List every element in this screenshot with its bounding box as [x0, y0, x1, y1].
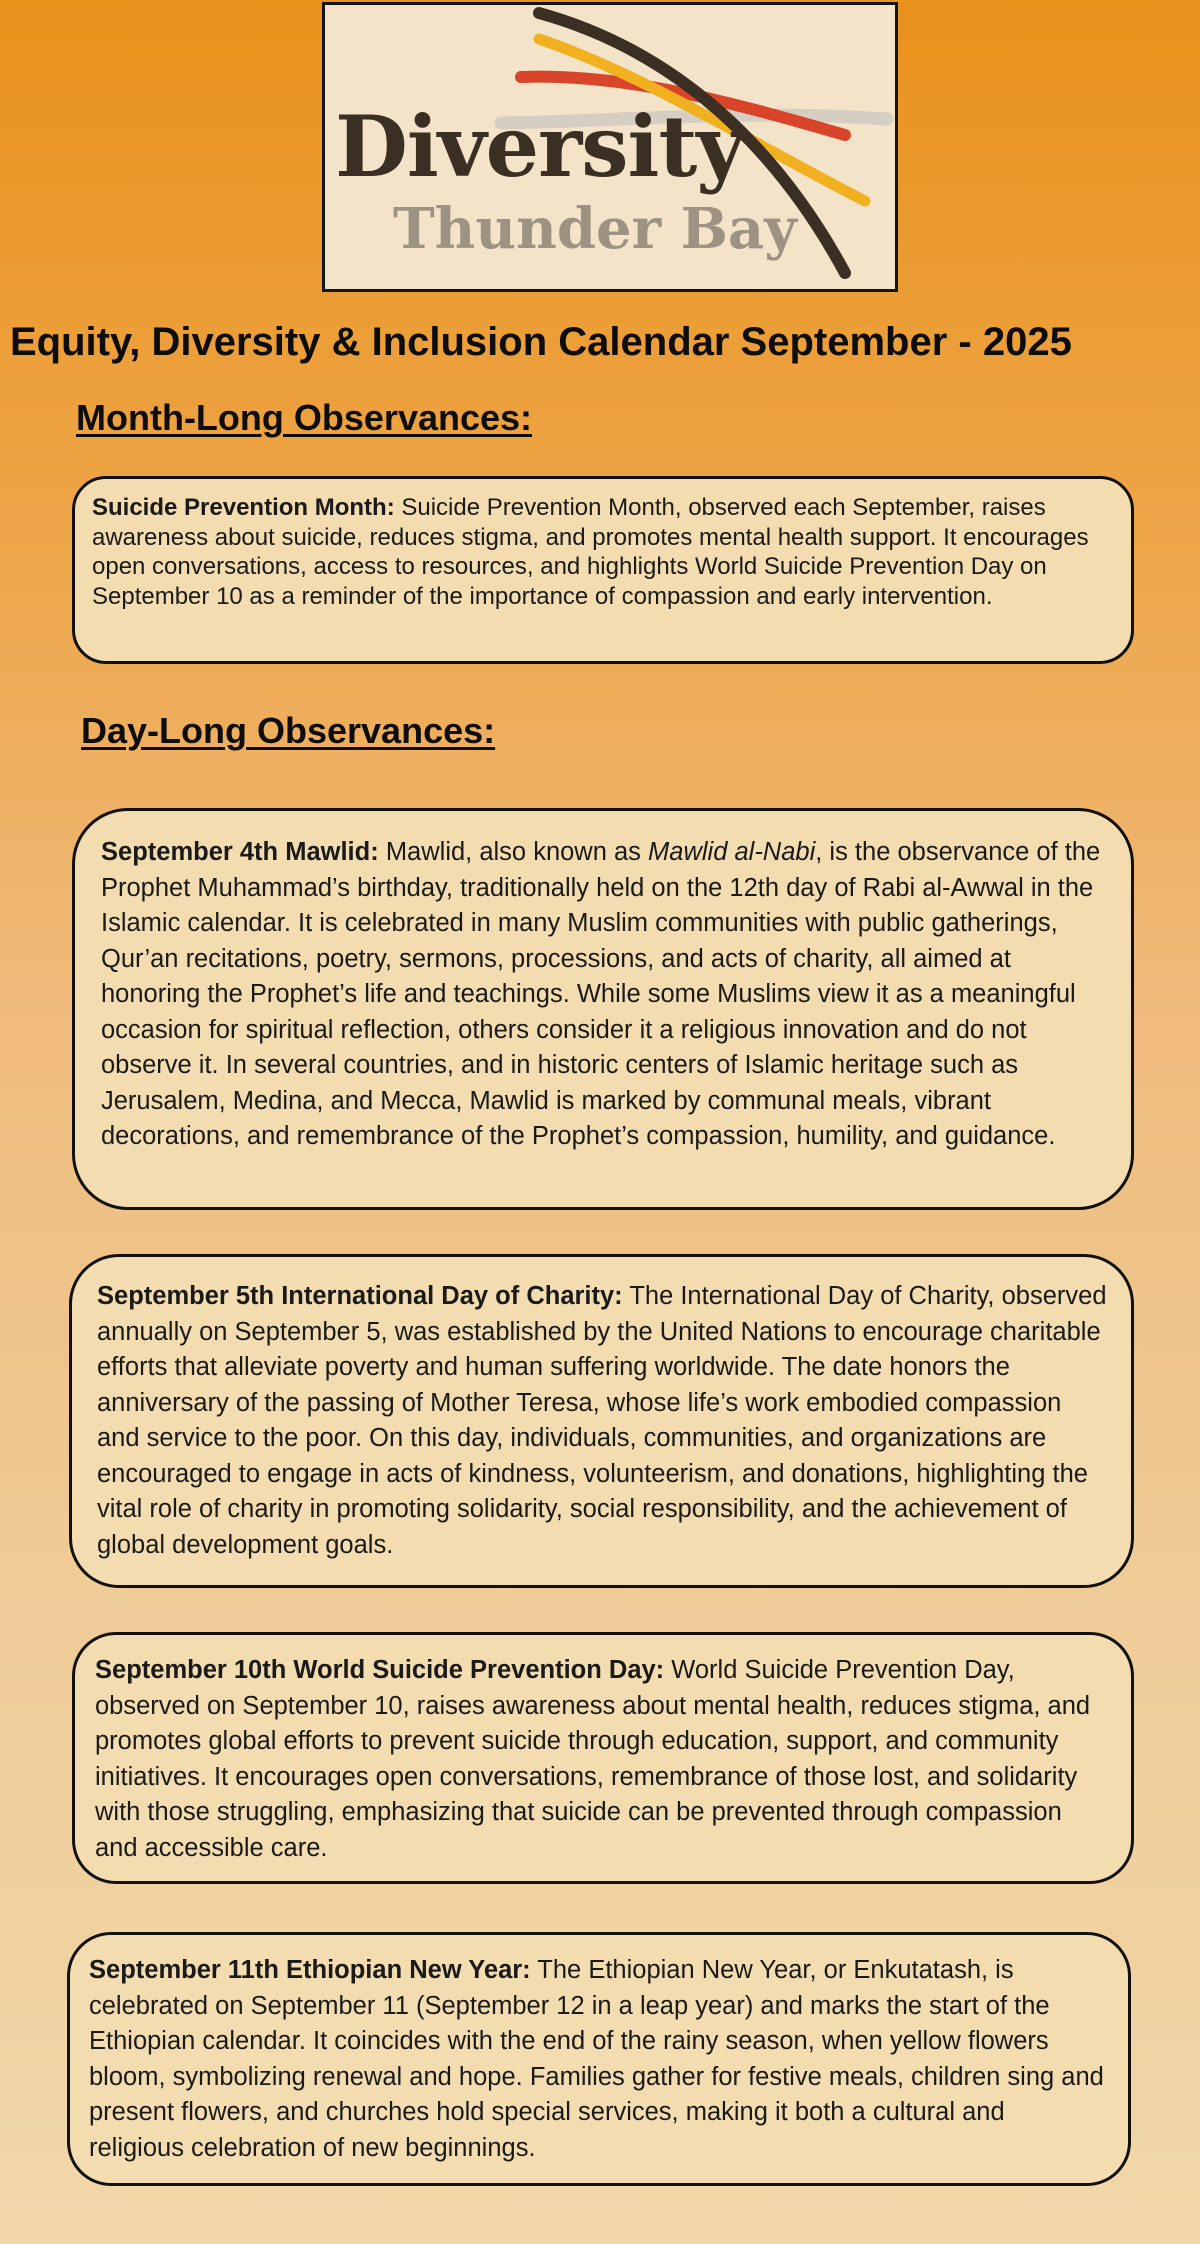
month-long-heading: Month-Long Observances:: [76, 397, 533, 438]
observance-body: Mawlid, also known as: [385, 838, 641, 866]
observance-text: [101, 835, 1107, 1155]
observance-body: The International Day of Charity, observed annually on September 5, was established by the United Nations to encourage charitable efforts that alleviate poverty and human suffering worldwide. The date honors the anniversary of the passing of Mother Teresa, whose life’s work embodied compassion and service to the poor. On this day, individuals, communities, and organizations are encouraged to engage in acts of kindness, volunteerism, and donations, highlighting the vital role of charity in promoting solidarity, social responsibility, and the achievement of global development goals.: [97, 1282, 1107, 1559]
observance-body-continued: , is the observance of the Prophet Muhammad’s birthday, traditionally held on the 12th day of Rabi al-Awwal in the Islamic calendar. It is celebrated in many Muslim communities with public gatherings, Qur’an recitations, poetry, sermons, processions, and acts of charity, all aimed at honoring the Prophet’s life and teachings. While some Muslims view it as a meaningful occasion for spiritual reflection, others consider it a religious innovation and do not observe it. In several countries, and in historic centers of Islamic heritage such as Jerusalem, Medina, and Mecca, Mawlid is marked by communal meals, vibrant decorations, and remembrance of the Prophet’s compassion, humility, and guidance.: [101, 838, 1101, 1150]
observance-body: The Ethiopian New Year, or Enkutatash, is celebrated on September 11 (September 12 in a leap year) and marks the start of the Ethiopian calendar. It coincides with the end of the rainy season, when yellow flowers bloom, symbolizing renewal and hope. Families gather for festive meals, children sing and present flowers, and churches hold special services, making it both a cultural and religious celebration of new beginnings.: [89, 1956, 1104, 2162]
observance-card-world-suicide-prevention-day: [72, 1632, 1134, 1884]
observance-text: [95, 1653, 1107, 1866]
observance-title: September 10th World Suicide Prevention Day:: [95, 1656, 665, 1684]
observance-body: Suicide Prevention Month, observed each September, raises awareness about suicide, reduces stigma, and promotes mental health support. It encourages open conversations, access to resources, and highlights World Suicide Prevention Day on September 10 as a reminder of the importance of compassion and early intervention.: [92, 494, 1089, 610]
logo: [322, 2, 898, 292]
observance-title: September 4th Mawlid:: [101, 838, 379, 866]
observance-title: Suicide Prevention Month:: [92, 494, 395, 521]
logo-text-diversity: Diversity: [335, 97, 745, 196]
observance-emphasis: Mawlid al-Nabi: [648, 838, 816, 866]
observance-body: World Suicide Prevention Day, observed on September 10, raises awareness about mental health, reduces stigma, and promotes global efforts to prevent suicide through education, support, and community initiatives. It encourages open conversations, remembrance of those lost, and solidarity with those struggling, emphasizing that suicide can be prevented through compassion and accessible care.: [95, 1656, 1091, 1862]
observance-text: [97, 1279, 1107, 1563]
observance-text: [92, 493, 1109, 611]
observance-title: September 5th International Day of Charity:: [97, 1282, 623, 1310]
day-long-heading: Day-Long Observances:: [81, 710, 496, 751]
observance-card-international-day-of-charity: [69, 1254, 1134, 1588]
observance-card-mawlid: [72, 808, 1134, 1210]
logo-text-thunder-bay: Thunder Bay: [393, 196, 797, 262]
observance-title: September 11th Ethiopian New Year:: [89, 1956, 531, 1984]
observance-text: [89, 1953, 1104, 2166]
observance-card-suicide-prevention-month: [72, 476, 1134, 664]
observance-card-ethiopian-new-year: [67, 1932, 1131, 2186]
page-title: Equity, Diversity & Inclusion Calendar September - 2025: [10, 320, 1072, 364]
